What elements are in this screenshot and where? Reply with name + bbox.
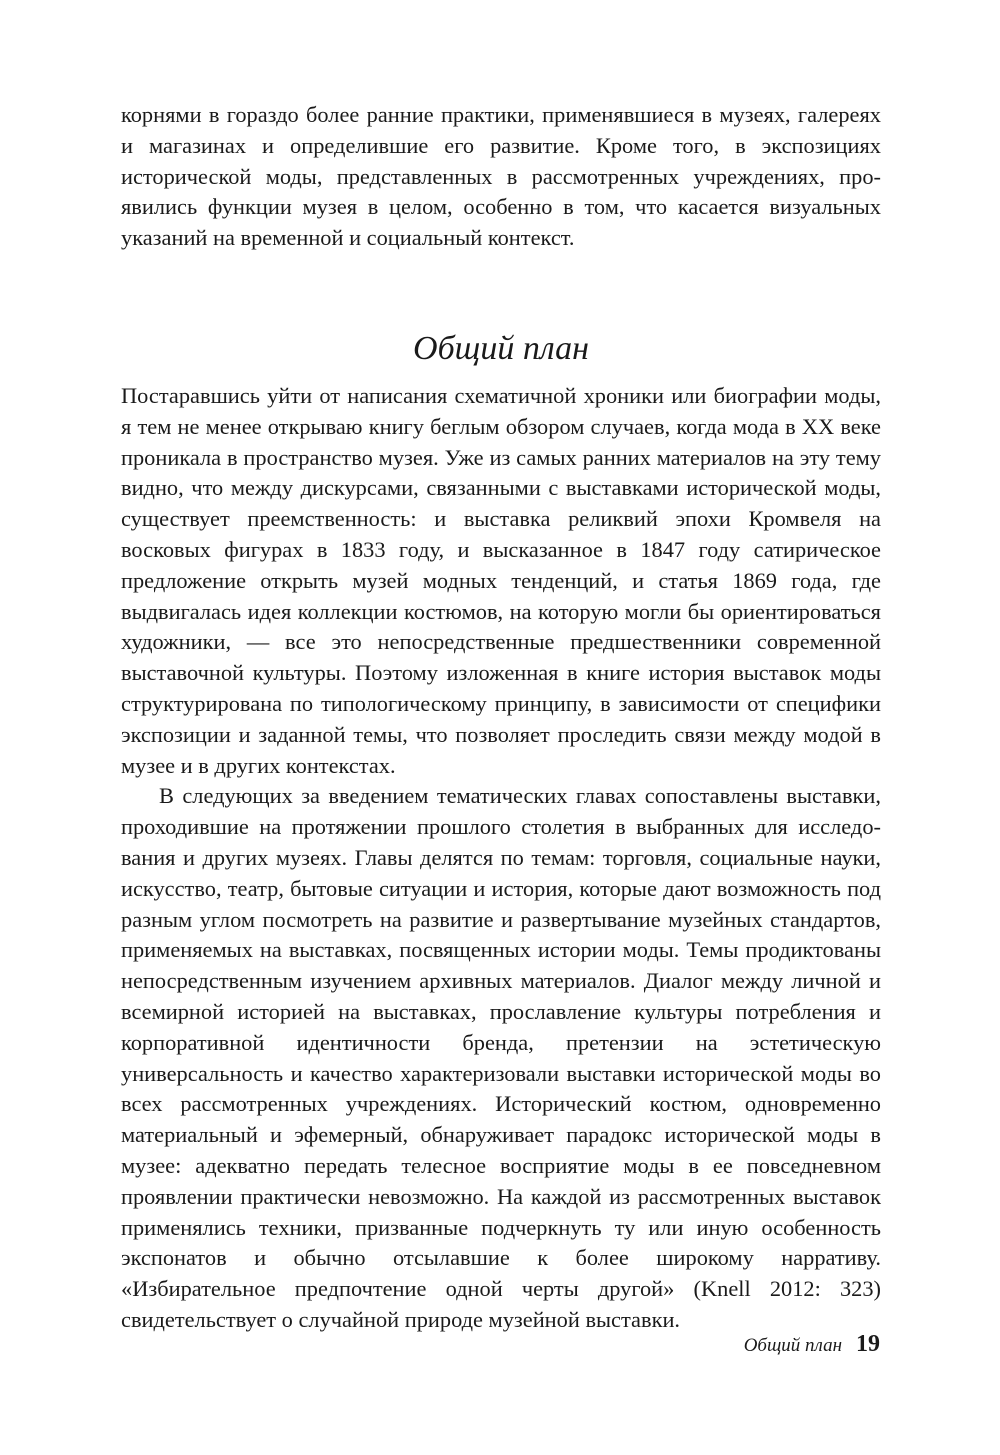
page-number: 19 [856, 1331, 880, 1357]
page-body [121, 100, 881, 1336]
section-heading: Общий план [413, 329, 589, 367]
page-footer [744, 1331, 880, 1358]
running-title: Общий план [743, 1335, 842, 1356]
body-paragraph-1: Постаравшись уйти от написания схематичной хроники или биографии моды, я тем не менее открываю книгу беглым обзором случаев, когда мода в XX веке проникала в пространство музея. Уже из самых ранних материалов на эту тему видно, что между дискурсами, связанными с выставками исторической моды, существует преемственность: и выставка реликвий эпохи Кромвеля на восковых фигурах в 1833 году, и высказанное в 1847 году сатирическое предложение открыть музей модных тенденций, и статья 1869 года, где выдвигалась идея коллекции костюмов, на которую могли бы ориентироваться художники, — все это непосредственные предшественники современной выставочной культуры. Поэтому изложенная в книге история выставок моды структурирована по типологическому принципу, в зависимости от специфики экспозиции и заданной темы, что позволяет проследить связи между модой в музее и в других контекстах. [121, 382, 881, 778]
body-paragraph-2: В следующих за введением тематических главах сопоставлены выставки, проходившие на протяжении прошлого столетия в выбранных для исследования и других музеях. Главы делятся по темам: торговля, социальные науки, искусство, театр, бытовые ситуации и история, которые дают возможность под разным углом посмотреть на развитие и развертывание музейных стандартов, применяемых на выставках, посвященных истории моды. Темы продиктованы непосредственным изучением архивных материалов. Диалог между личной и всемирной историей на выставках, прославление культуры потребления и корпоративной идентичности бренда, претензии на эстетическую универсальность и качество характеризовали выставки исторической моды во всех рассмотренных учреждениях. Исторический костюм, одновременно материальный и эфемерный, обнаруживает парадокс исторической моды в музее: адекватно передать телесное восприятие моды в ее повседневном проявлении практически невозможно. На каждой из рассмотренных выставок применялись техники, призванные подчеркнуть ту или иную особенность экспонатов и обычно отсылавшие к более широкому нарративу. «Избирательное предпочтение одной черты другой» (Knell 2012: 323) свидетельствует о случайной природе музейной выставки. [121, 783, 881, 1332]
opening-paragraph: корнями в гораздо более ранние практики, применявшиеся в музеях, галереях и магазинах и определившие его развитие. Кроме того, в экспозициях исторической моды, представленных в рассмотренных учреждениях, проявились функции музея в целом, особенно в том, что касается визуальных указаний на временной и социальный контекст. [121, 102, 881, 251]
